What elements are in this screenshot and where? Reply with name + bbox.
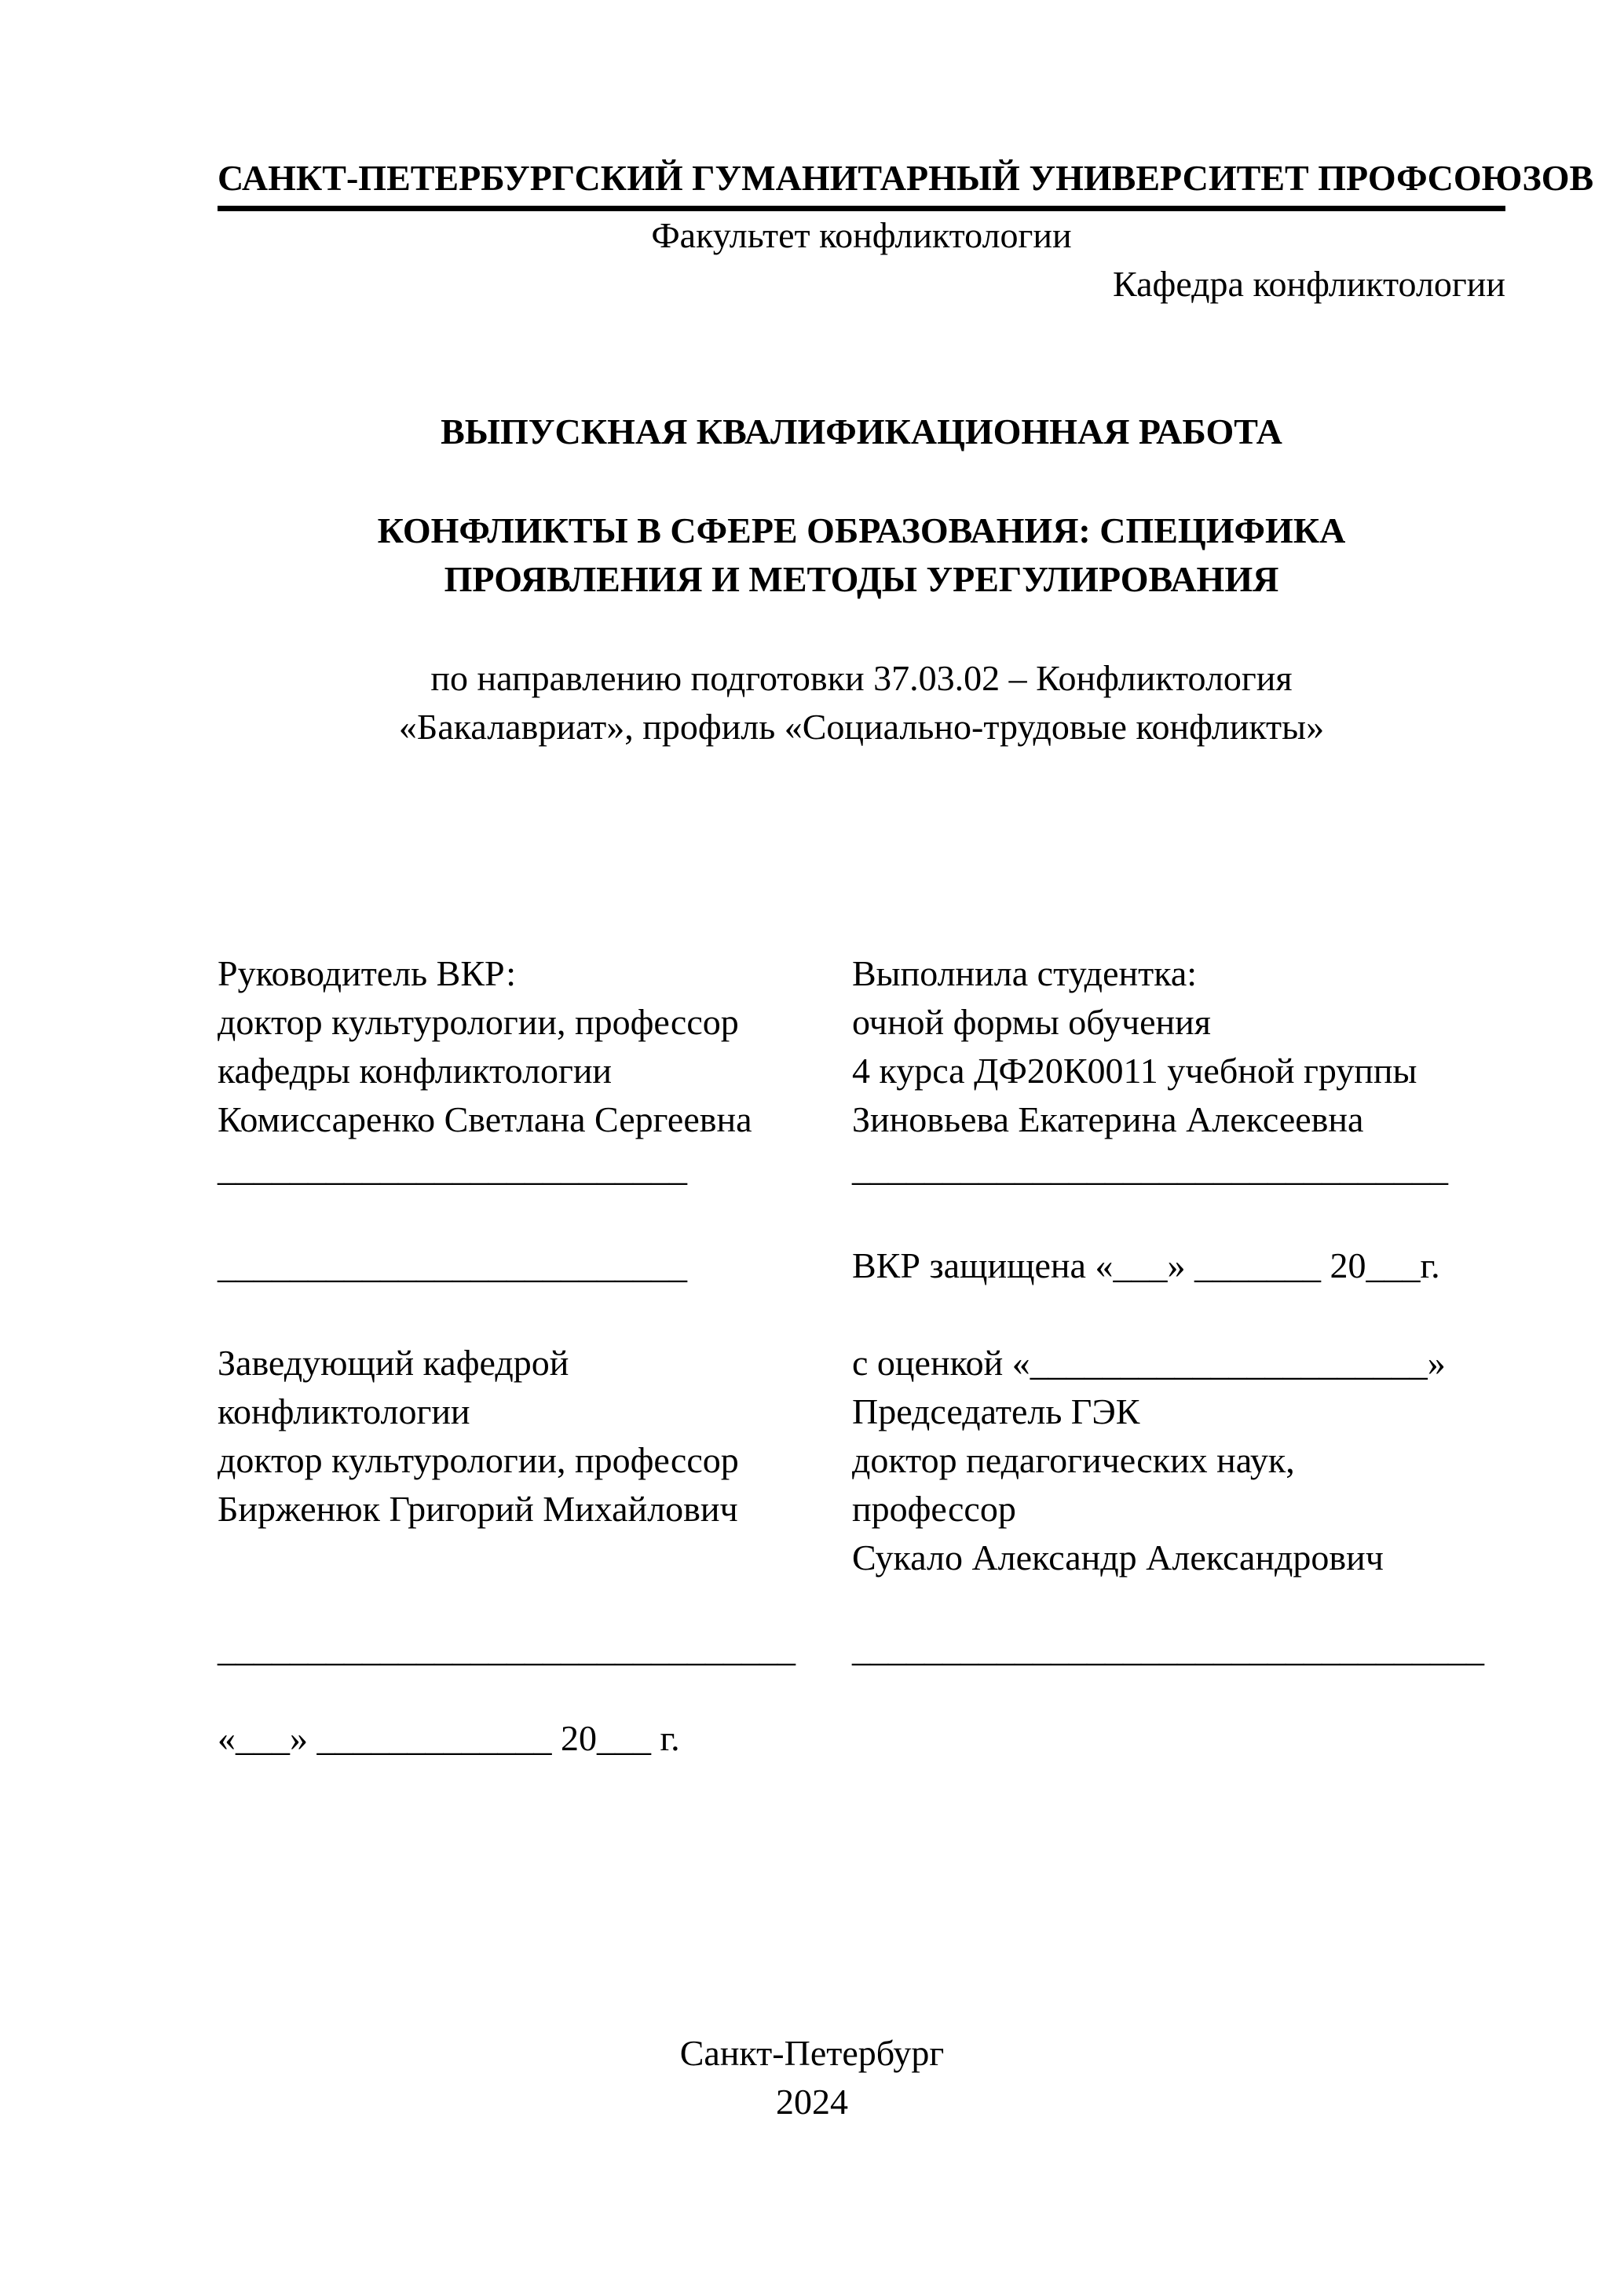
student-column <box>852 949 1505 1582</box>
supervisor-signature-line-2: __________________________ <box>218 1245 687 1285</box>
university-name: САНКТ-ПЕТЕРБУРГСКИЙ ГУМАНИТАРНЫЙ УНИВЕРСИТЕТ ПРОФСОЮЗОВ <box>218 154 1505 211</box>
student-signature-line: _________________________________ <box>852 1148 1448 1188</box>
head-of-chair-name: Бирженюк Григорий Михайлович <box>218 1489 738 1529</box>
supervisor-degree: доктор культурологии, профессор <box>218 1002 739 1042</box>
bottom-signature-line-right: ___________________________________ <box>852 1629 1484 1669</box>
bottom-signature-line-left: ________________________________ <box>218 1629 796 1669</box>
blank-line <box>218 1193 852 1241</box>
bottom-signature-row <box>218 1625 1505 1673</box>
footer <box>0 2029 1624 2126</box>
blank-line <box>852 1193 1505 1241</box>
direction-block <box>218 654 1505 751</box>
bottom-date-line: «___» _____________ 20___ г. <box>218 1718 680 1758</box>
student-name: Зиновьева Екатерина Алексеевна <box>852 1099 1364 1139</box>
city-name: Санкт-Петербург <box>679 2033 945 2073</box>
head-of-chair-degree: доктор культурологии, профессор <box>218 1440 739 1480</box>
signature-columns <box>218 949 1505 1582</box>
defended-date-line: ВКР защищена «___» _______ 20___г. <box>852 1245 1440 1285</box>
blank-line <box>218 1290 852 1339</box>
thesis-title <box>218 506 1505 604</box>
profile-line: «Бакалавриат», профиль «Социально-трудовые конфликты» <box>398 707 1325 747</box>
head-of-chair-chair: конфликтологии <box>218 1391 470 1431</box>
thesis-title-line1: КОНФЛИКТЫ В СФЕРЕ ОБРАЗОВАНИЯ: СПЕЦИФИКА <box>377 510 1346 550</box>
supervisor-name: Комиссаренко Светлана Сергеевна <box>218 1099 752 1139</box>
supervisor-signature-line: __________________________ <box>218 1148 687 1188</box>
student-group: 4 курса ДФ20К0011 учебной группы <box>852 1051 1417 1091</box>
gek-chairman-heading: Председатель ГЭК <box>852 1391 1140 1431</box>
department-name: Кафедра конфликтологии <box>1113 264 1505 304</box>
faculty-name: Факультет конфликтологии <box>651 215 1072 255</box>
student-heading: Выполнила студентка: <box>852 953 1198 993</box>
direction-line: по направлению подготовки 37.03.02 – Конфликтология <box>430 658 1293 698</box>
gek-chairman-name: Сукало Александр Александрович <box>852 1537 1384 1578</box>
head-of-chair-heading: Заведующий кафедрой <box>218 1343 569 1383</box>
blank-line <box>852 1290 1505 1339</box>
grade-line: с оценкой «______________________» <box>852 1343 1446 1383</box>
work-type-heading: ВЫПУСКНАЯ КВАЛИФИКАЦИОННАЯ РАБОТА <box>441 411 1282 452</box>
supervisor-chair: кафедры конфликтологии <box>218 1051 613 1091</box>
thesis-title-line2: ПРОЯВЛЕНИЯ И МЕТОДЫ УРЕГУЛИРОВАНИЯ <box>444 559 1279 599</box>
student-form: очной формы обучения <box>852 1002 1211 1042</box>
year: 2024 <box>776 2082 848 2122</box>
gek-chairman-rank: профессор <box>852 1489 1016 1529</box>
gek-chairman-degree: доктор педагогических наук, <box>852 1440 1295 1480</box>
supervisor-heading: Руководитель ВКР: <box>218 953 517 993</box>
supervisor-column <box>218 949 852 1534</box>
